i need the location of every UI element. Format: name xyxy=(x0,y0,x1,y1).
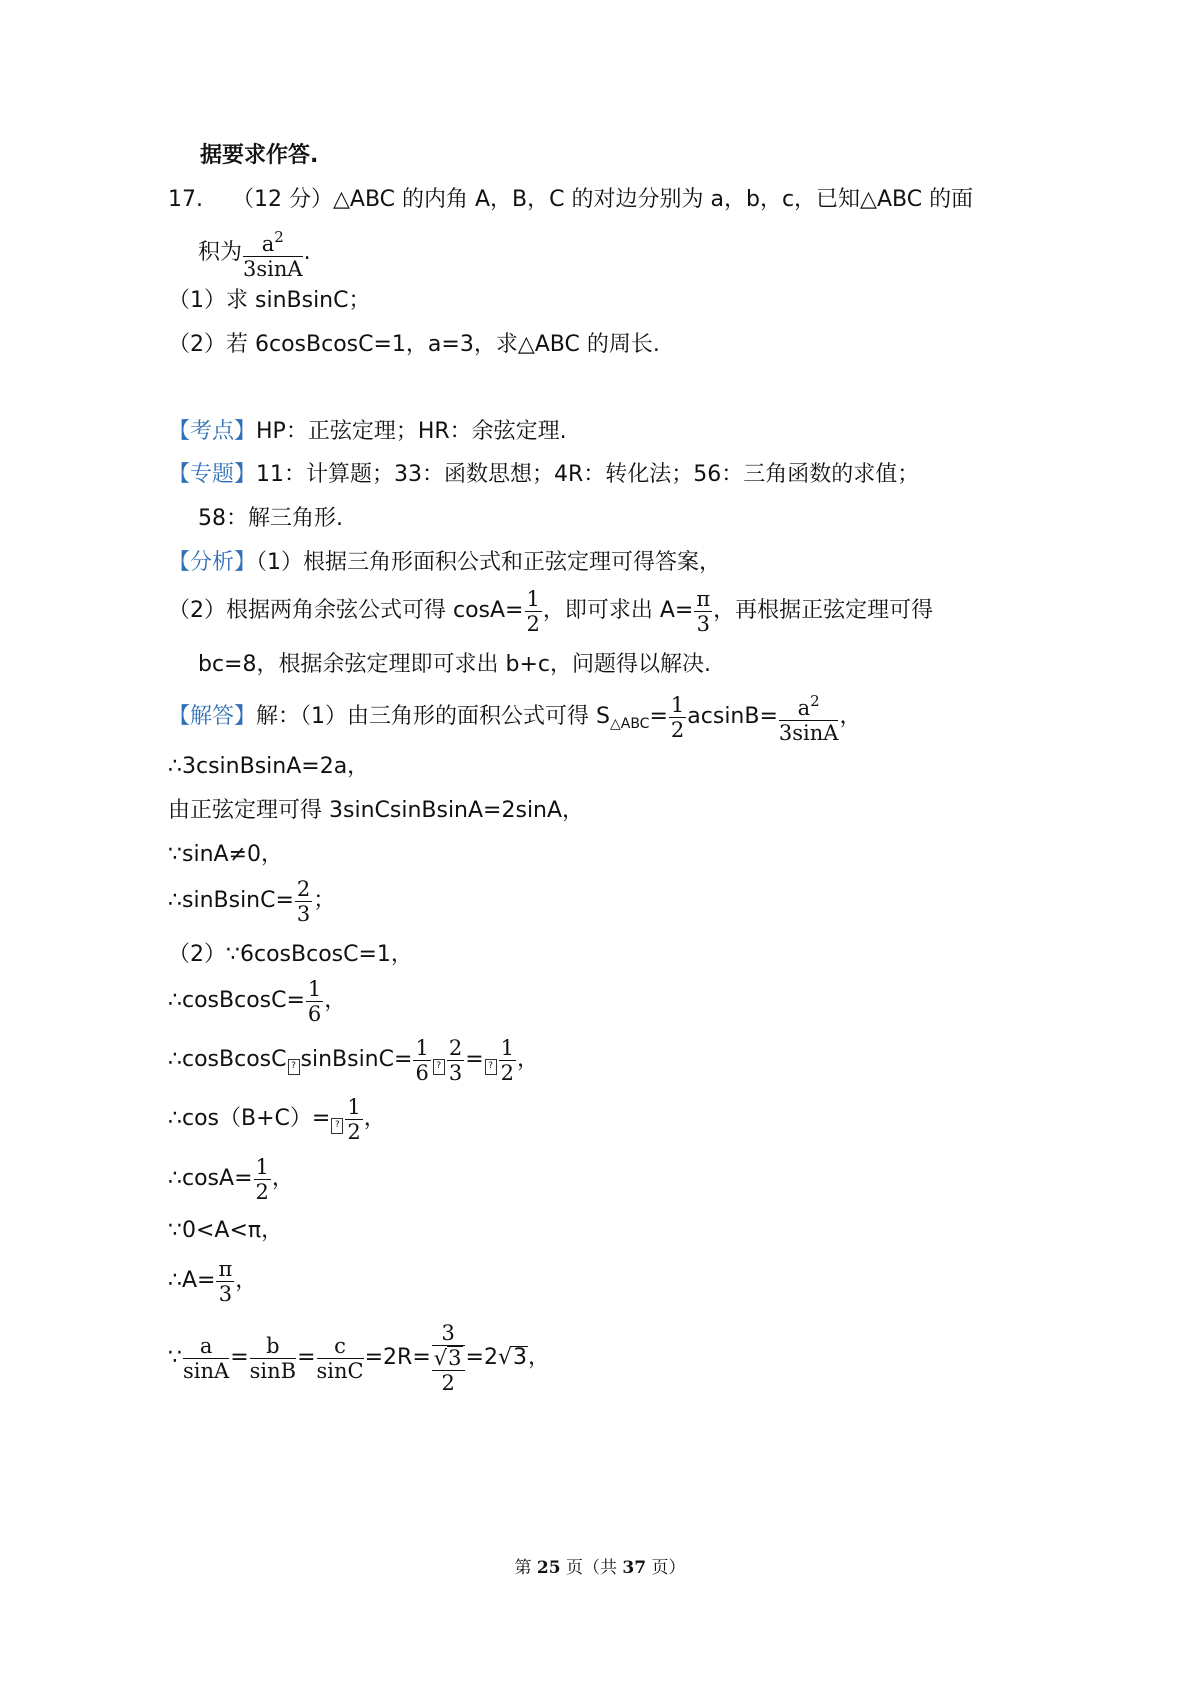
jieda-row-1: 【解答】解：（1）由三角形的面积公式可得 $S_{\triangle ABC}=$ $\frac{1}{2}$ acsinB= $\frac{a^2}{3\sin A}$ ， xyxy=(168,688,861,753)
fraction-area: $\frac{a^2}{3\sin A}$ xyxy=(779,689,839,745)
complex-fraction: $\frac{3}{\frac{√3}{2}}$ xyxy=(432,1321,465,1395)
fraction-two-thirds: $\frac{2}{3}$ xyxy=(296,876,311,926)
step-3: 由正弦定理可得 3sinCsinBsinA=2sinA， xyxy=(168,798,585,823)
step-4: ∵sinA≠0， xyxy=(168,842,283,867)
step-13: ∵ $\frac{a}{\sin A}$ = $\frac{b}{\sin B}$ = $\frac{c}{\sin C}$ =2R= $\frac{3}{\frac{√3}{2}}$ =2√3， xyxy=(168,1321,551,1395)
kaodian-text: HP：正弦定理；HR：余弦定理. xyxy=(256,419,567,444)
fenxi-row xyxy=(168,548,721,578)
step-8: ∴cosBcosC ? sinBsinC= $\frac{1}{6}$ ? $\frac{2}{3}$ = ? $\frac{1}{2}$ ， xyxy=(168,1035,540,1085)
missing-glyph-icon: ? xyxy=(331,1118,343,1134)
kaodian-tag: 【考点】 xyxy=(168,419,257,444)
zhuanti-text-2: 58：解三角形. xyxy=(198,506,343,531)
missing-glyph-icon: ? xyxy=(433,1059,445,1075)
fenxi-row-2: （2）根据两角余弦公式可得 cosA= $\frac{1}{2}$ ，即可求出 A= $\frac{\pi}{3}$ ，再根据正弦定理可得 xyxy=(168,586,934,636)
zhuanti-tag: 【专题】 xyxy=(168,462,257,487)
zhuanti-row xyxy=(168,460,919,490)
fraction-one-sixth: $\frac{1}{6}$ xyxy=(307,976,322,1026)
step-2: ∴3csinBsinA=2a， xyxy=(168,754,370,779)
zhuanti-text: 11：计算题；33：函数思想；4R：转化法；56：三角函数的求值； xyxy=(256,462,920,487)
fraction-one-half: $\frac{1}{2}$ xyxy=(526,586,540,636)
page-footer: 第 25 页（共 37 页） xyxy=(514,1558,686,1578)
fenxi-text-1: （1）根据三角形面积公式和正弦定理可得答案， xyxy=(256,550,722,575)
step-9: ∴cos（B+C）= ? $\frac{1}{2}$ ， xyxy=(168,1094,386,1144)
step-7: ∴cosBcosC= $\frac{1}{6}$ ， xyxy=(168,976,347,1026)
kaodian-row xyxy=(168,417,567,447)
total-pages: 37 xyxy=(622,1558,647,1578)
area-fraction: $\frac{a^2}{3\sin A}$ xyxy=(243,225,303,281)
step-5: ∴sinBsinC= $\frac{2}{3}$ ； xyxy=(168,876,336,926)
fenxi-text-3: bc=8，根据余弦定理即可求出 b+c，问题得以解决. xyxy=(198,652,711,677)
fraction-pi-third: $\frac{\pi}{3}$ xyxy=(696,586,711,636)
step-11: ∵0<A<π， xyxy=(168,1218,284,1243)
period: . xyxy=(303,240,311,265)
step-6: （2）∵6cosBcosC=1， xyxy=(168,942,413,967)
problem-number: 17. xyxy=(168,187,203,212)
step-12: ∴A= $\frac{\pi}{3}$ ， xyxy=(168,1256,258,1306)
fenxi-tag: 【分析】 xyxy=(168,550,257,575)
jieda-tag: 【解答】 xyxy=(168,704,257,729)
problem-area-label: 积为 xyxy=(198,240,243,265)
problem-line-1 xyxy=(168,185,973,215)
missing-glyph-icon: ? xyxy=(485,1059,497,1075)
problem-statement: （12 分）△ABC 的内角 A，B，C 的对边分别为 a，b，c，已知△ABC 的面 xyxy=(232,187,974,212)
question-1: （1）求 sinBsinC； xyxy=(168,288,371,313)
step-10: ∴cosA= $\frac{1}{2}$ ， xyxy=(168,1154,294,1204)
current-page: 25 xyxy=(536,1558,561,1578)
problem-line-2 xyxy=(198,224,311,282)
missing-glyph-icon: ? xyxy=(288,1059,300,1075)
fraction-half: $\frac{1}{2}$ xyxy=(670,692,685,742)
intro-text: 据要求作答. xyxy=(200,143,319,168)
question-2: （2）若 6cosBcosC=1，a=3，求△ABC 的周长. xyxy=(168,332,660,357)
